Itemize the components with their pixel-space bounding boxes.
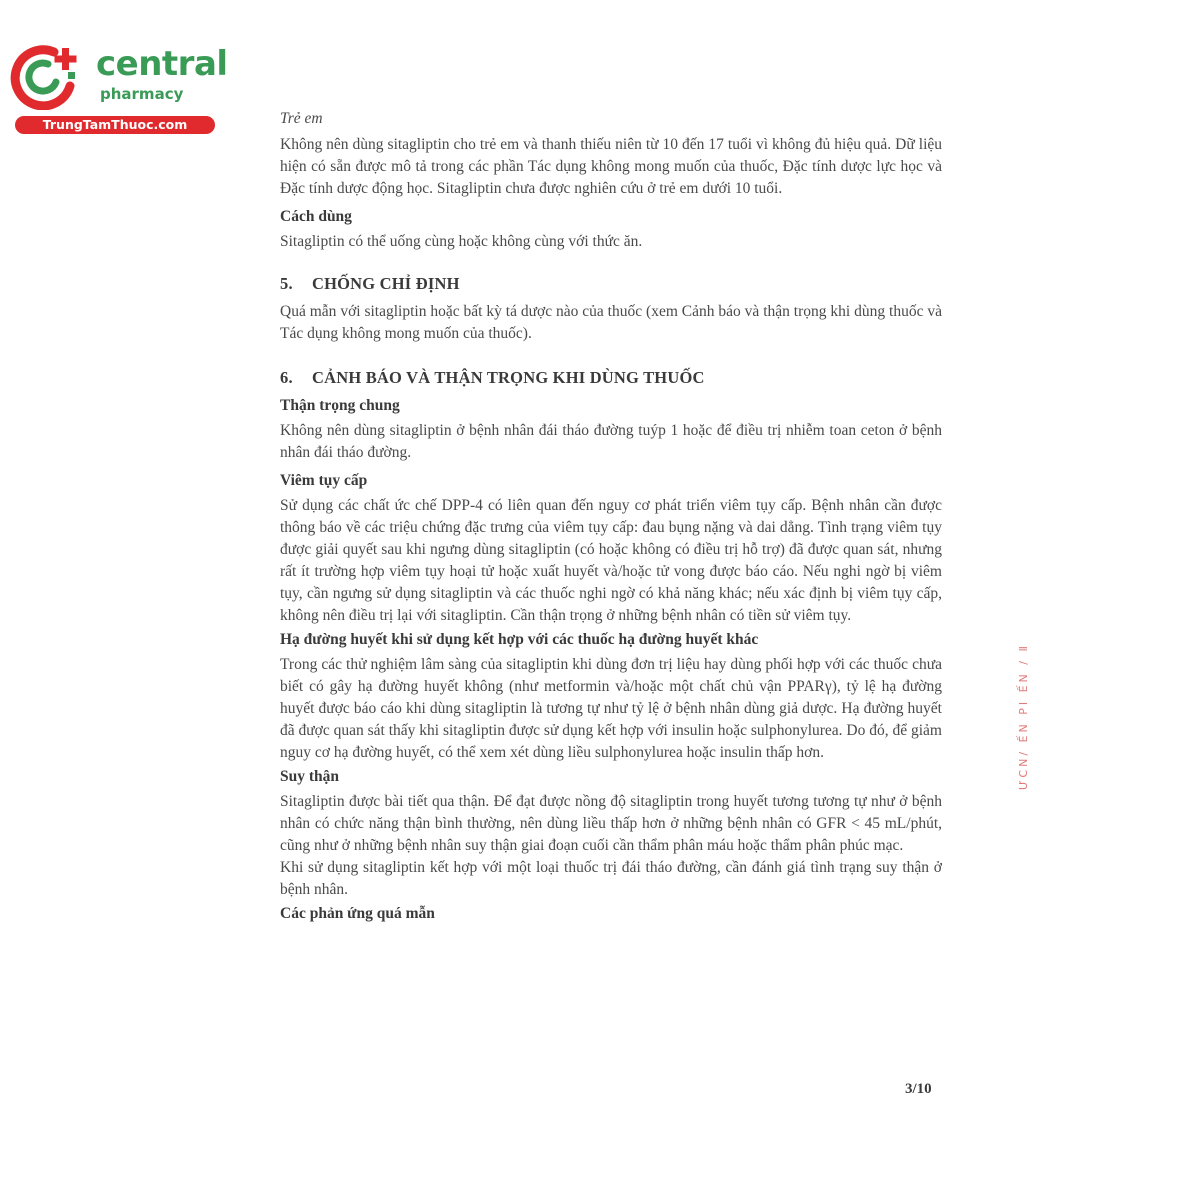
paragraph-cach-dung: Sitagliptin có thể uống cùng hoặc không cùng với thức ăn. [280,233,643,250]
brand-website[interactable]: TrungTamThuoc.com [15,116,215,134]
heading-qua-man: Các phản ứng quá mẫn [280,905,435,922]
brand-logo[interactable] [10,38,228,138]
section-5-heading [280,273,942,295]
page-number: 3/10 [905,1081,932,1097]
heading-cach-dung: Cách dùng [280,208,352,225]
heading-than-trong-chung: Thận trọng chung [280,397,400,414]
central-pharmacy-logo-icon [10,38,88,110]
heading-suy-than: Suy thận [280,768,340,785]
section-5-title: CHỐNG CHỈ ĐỊNH [312,274,460,293]
heading-viem-tuy: Viêm tụy cấp [280,472,368,489]
section-5-number: 5. [280,274,293,293]
stamp-text: ƯCN/ ẾN PI ẾN / Ⅱ [1017,643,1030,790]
document-body [280,108,942,928]
side-stamp [995,630,1030,790]
paragraph-suy-than-1: Sitagliptin được bài tiết qua thận. Để đạt được nồng độ sitagliptin trong huyết tương tương tự như ở bệnh nhân có chức năng thận bình thường, nên dùng liều thấp hơn ở những bệnh nhân có GFR < 45 mL/phút, cũng như ở những bệnh nhân suy thận giai đoạn cuối cần thẩm phân máu hoặc thẩm phân phúc mạc. [280,793,942,854]
paragraph-tre-em: Không nên dùng sitagliptin cho trẻ em và thanh thiếu niên từ 10 đến 17 tuổi vì không đủ hiệu quả. Dữ liệu hiện có sẵn được mô tả trong các phần Tác dụng không mong muốn của thuốc, Đặc tính dược lực học và Đặc tính dược động học. Sitagliptin chưa được nghiên cứu ở trẻ em dưới 10 tuổi. [280,136,942,197]
brand-name: central [96,44,228,84]
paragraph-than-trong-chung: Không nên dùng sitagliptin ở bệnh nhân đái tháo đường tuýp 1 hoặc để điều trị nhiễm toan ceton ở bệnh nhân đái tháo đường. [280,422,942,461]
paragraph-suy-than-2: Khi sử dụng sitagliptin kết hợp với một loại thuốc trị đái tháo đường, cần đánh giá tình trạng suy thận ở bệnh nhân. [280,859,942,898]
paragraph-chong-chi-dinh: Quá mẫn với sitagliptin hoặc bất kỳ tá dược nào của thuốc (xem Cảnh báo và thận trọng khi dùng thuốc và Tác dụng không mong muốn của thuốc). [280,303,942,342]
heading-ha-duong-huyet: Hạ đường huyết khi sử dụng kết hợp với các thuốc hạ đường huyết khác [280,631,759,648]
brand-tagline: pharmacy [100,85,184,103]
paragraph-ha-duong-huyet: Trong các thử nghiệm lâm sàng của sitagliptin khi dùng đơn trị liệu hay dùng phối hợp với các thuốc chưa biết có gây hạ đường huyết không (như metformin và/hoặc một chất chủ vận PPARγ), tỷ lệ hạ đường huyết được báo cáo khi dùng sitagliptin là tương tự như tỷ lệ ở bệnh nhân dùng giả dược. Hạ đường huyết đã được quan sát thấy khi sitagliptin được sử dụng kết hợp với insulin hoặc sulphonylurea. Do đó, để giảm nguy cơ hạ đường huyết, có thể xem xét dùng liều sulphonylurea hoặc insulin thấp hơn. [280,656,942,761]
section-6-title: CẢNH BÁO VÀ THẬN TRỌNG KHI DÙNG THUỐC [312,368,705,387]
section-6-heading [280,367,942,389]
section-6-number: 6. [280,368,293,387]
heading-tre-em: Trẻ em [280,110,323,127]
paragraph-viem-tuy: Sử dụng các chất ức chế DPP-4 có liên quan đến nguy cơ phát triển viêm tụy cấp. Bệnh nhân cần được thông báo về các triệu chứng đặc trưng của viêm tụy cấp: đau bụng nặng và dai dẳng. Tình trạng viêm tụy được giải quyết sau khi ngưng dùng sitagliptin (có hoặc không có điều trị hỗ trợ) đã được quan sát, nhưng rất ít trường hợp viêm tụy hoại tử hoặc xuất huyết và/hoặc tử vong được báo cáo. Nếu nghi ngờ bị viêm tụy, cần ngưng sử dụng sitagliptin và các thuốc nghi ngờ có khả năng khác; nếu xác định bị viêm tụy cấp, không nên điều trị lại với sitagliptin. Cần thận trọng ở những bệnh nhân có tiền sử viêm tụy. [280,497,942,624]
